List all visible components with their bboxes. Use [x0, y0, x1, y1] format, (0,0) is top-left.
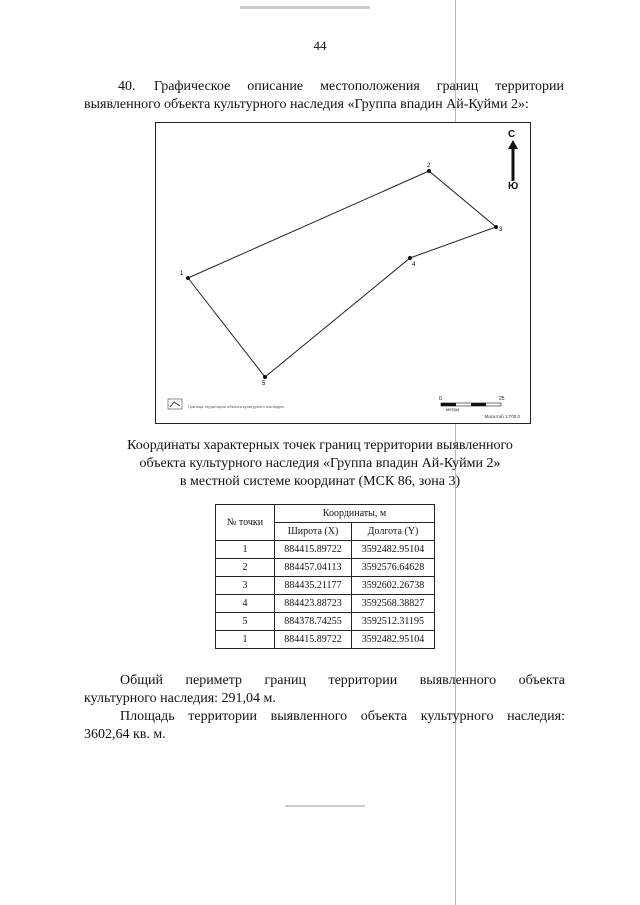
point-1-marker — [186, 276, 190, 280]
table-row — [216, 595, 435, 613]
cell-point: 3 — [216, 577, 275, 595]
scan-noise-bottom — [285, 805, 365, 807]
section-heading-text: Графическое описание местоположения границ территории выявленного объекта культурного наследия «Группа впадин Ай-Куйми 2»: — [84, 79, 564, 112]
perimeter-line-2: культурного наследия: 291,04 м. — [84, 691, 276, 706]
area-line-1: Площадь территории выявленного объекта культурного наследия: — [120, 709, 565, 724]
header-x: Широта (X) — [275, 523, 352, 541]
north-arrow-icon — [508, 140, 518, 181]
perimeter-line-1: Общий периметр границ территории выявленного объекта — [120, 673, 565, 688]
cell-x: 884435.21177 — [275, 577, 352, 595]
table-caption — [100, 437, 540, 491]
header-point: № точки — [216, 505, 275, 541]
compass-north-label: С — [508, 129, 516, 140]
caption-line-3: в местной системе координат (МСК 86, зона 3) — [179, 474, 461, 489]
table-row — [216, 541, 435, 559]
point-5-marker — [263, 375, 267, 379]
table-row — [216, 577, 435, 595]
scale-unit-label: метры — [446, 407, 460, 412]
cell-y: 3592568.38827 — [352, 595, 435, 613]
point-4-label: 4 — [412, 262, 416, 268]
legend-line-icon — [168, 399, 182, 409]
coordinates-table — [215, 504, 435, 649]
perimeter-paragraph — [84, 672, 565, 708]
table-row — [216, 631, 435, 649]
cell-y: 3592482.95104 — [352, 541, 435, 559]
cell-y: 3592602.26738 — [352, 577, 435, 595]
cell-point: 1 — [216, 541, 275, 559]
cell-y: 3592482.95104 — [352, 631, 435, 649]
table-row — [216, 559, 435, 577]
caption-line-2: объекта культурного наследия «Группа впадин Ай-Куйми 2» — [139, 456, 501, 471]
scale-bar — [441, 403, 501, 406]
header-coordinates: Координаты, м — [275, 505, 435, 523]
caption-line-1: Координаты характерных точек границ территории выявленного — [127, 438, 513, 453]
table-row — [216, 613, 435, 631]
legend-text: Граница территории объекта культурного наследия — [188, 404, 284, 409]
scan-noise-top — [240, 6, 370, 9]
section-number: 40. — [118, 79, 136, 94]
cell-point: 5 — [216, 613, 275, 631]
cell-x: 884415.89722 — [275, 631, 352, 649]
boundary-polygon — [188, 171, 496, 377]
scale-zero-label: 0 — [439, 396, 442, 402]
cell-point: 4 — [216, 595, 275, 613]
area-paragraph — [84, 708, 565, 744]
header-y: Долгота (Y) — [352, 523, 435, 541]
cell-x: 884415.89722 — [275, 541, 352, 559]
point-3-label: 3 — [499, 227, 503, 233]
section-heading — [84, 78, 564, 114]
boundary-map — [155, 122, 531, 424]
point-3-marker — [494, 225, 498, 229]
point-5-label: 5 — [262, 381, 266, 387]
point-1-label: 1 — [180, 271, 184, 277]
boundary-map-svg — [156, 123, 530, 423]
cell-y: 3592576.64628 — [352, 559, 435, 577]
cell-y: 3592512.31195 — [352, 613, 435, 631]
cell-x: 884378.74255 — [275, 613, 352, 631]
area-line-2: 3602,64 кв. м. — [84, 727, 166, 742]
point-4-marker — [408, 256, 412, 260]
point-2-label: 2 — [427, 163, 431, 169]
scale-caption: Масштаб 1:700.0 — [484, 414, 520, 419]
page-number: 44 — [313, 38, 327, 53]
scale-max-label: 25 — [499, 396, 505, 402]
cell-x: 884423.88723 — [275, 595, 352, 613]
compass-south-label: Ю — [508, 181, 519, 192]
cell-x: 884457.04113 — [275, 559, 352, 577]
cell-point: 1 — [216, 631, 275, 649]
point-2-marker — [427, 169, 431, 173]
cell-point: 2 — [216, 559, 275, 577]
